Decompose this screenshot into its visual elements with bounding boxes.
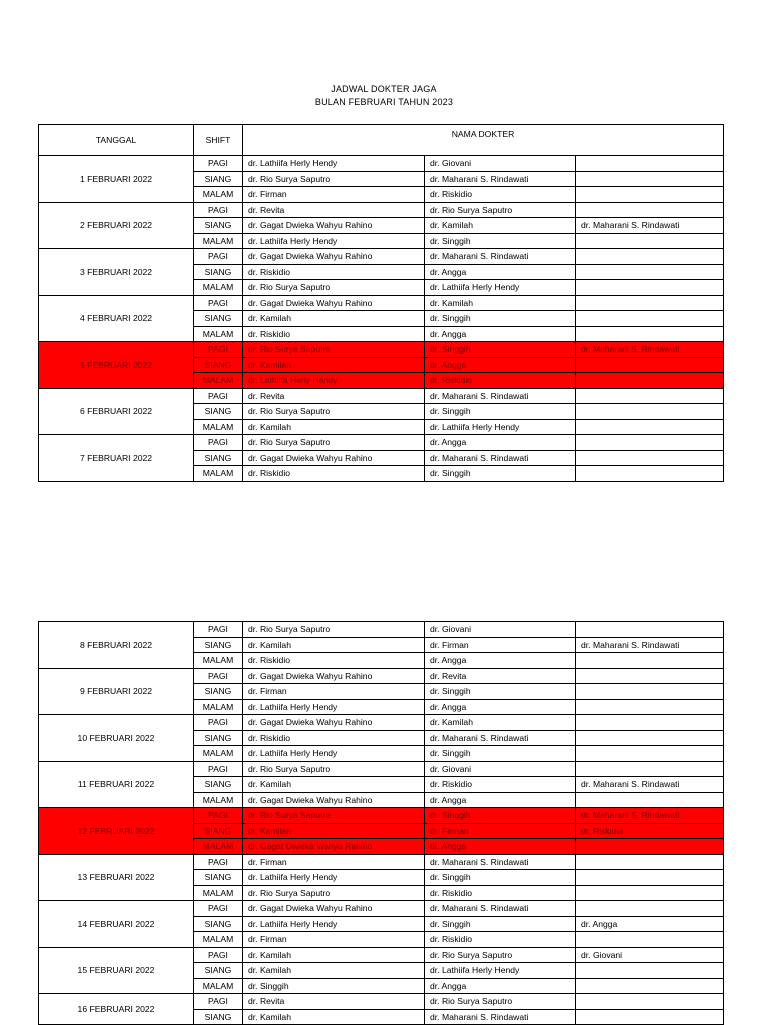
doctor-cell-3	[576, 792, 724, 808]
table-row	[39, 435, 724, 451]
doctor-cell-3	[576, 249, 724, 265]
shift-cell: SIANG	[194, 171, 243, 187]
doctor-cell-2: dr. Maharani S. Rindawati	[425, 171, 576, 187]
table-row	[39, 808, 724, 824]
shift-cell: SIANG	[194, 450, 243, 466]
doctor-cell-2: dr. Riskidio	[425, 885, 576, 901]
doctor-cell-3	[576, 187, 724, 203]
doctor-cell-3	[576, 994, 724, 1010]
doctor-cell-1: dr. Lathiifa Herly Hendy	[243, 156, 425, 172]
shift-cell: SIANG	[194, 637, 243, 653]
doctor-cell-3	[576, 1009, 724, 1025]
shift-cell: SIANG	[194, 404, 243, 420]
doctor-cell-2: dr. Kamilah	[425, 715, 576, 731]
doctor-cell-3	[576, 746, 724, 762]
doctor-cell-2: dr. Angga	[425, 792, 576, 808]
doctor-cell-3	[576, 233, 724, 249]
doctor-cell-2: dr. Lathiifa Herly Hendy	[425, 963, 576, 979]
table-row	[39, 342, 724, 358]
doctor-cell-2: dr. Lathiifa Herly Hendy	[425, 419, 576, 435]
doctor-cell-3	[576, 715, 724, 731]
doctor-cell-2: dr. Maharani S. Rindawati	[425, 854, 576, 870]
doctor-cell-3	[576, 295, 724, 311]
header-shift: SHIFT	[194, 125, 243, 156]
doctor-cell-2: dr. Rio Surya Saputro	[425, 994, 576, 1010]
doctor-cell-3	[576, 870, 724, 886]
doctor-cell-1: dr. Gagat Dwieka Wahyu Rahino	[243, 218, 425, 234]
doctor-cell-2: dr. Riskidio	[425, 187, 576, 203]
doctor-cell-1: dr. Firman	[243, 187, 425, 203]
date-cell: 13 FEBRUARI 2022	[39, 854, 194, 901]
doctor-cell-2: dr. Riskidio	[425, 932, 576, 948]
doctor-cell-2: dr. Riskidio	[425, 373, 576, 389]
doctor-cell-2: dr. Maharani S. Rindawati	[425, 1009, 576, 1025]
doctor-cell-2: dr. Angga	[425, 264, 576, 280]
shift-cell: PAGI	[194, 668, 243, 684]
doctor-cell-1: dr. Rio Surya Saputro	[243, 171, 425, 187]
shift-cell: SIANG	[194, 264, 243, 280]
shift-cell: PAGI	[194, 342, 243, 358]
date-cell: 15 FEBRUARI 2022	[39, 947, 194, 994]
shift-cell: SIANG	[194, 357, 243, 373]
shift-cell: MALAM	[194, 419, 243, 435]
doctor-cell-3: dr. Maharani S. Rindawati	[576, 218, 724, 234]
shift-cell: MALAM	[194, 978, 243, 994]
date-cell: 4 FEBRUARI 2022	[39, 295, 194, 342]
doctor-cell-1: dr. Rio Surya Saputro	[243, 761, 425, 777]
doctor-cell-3	[576, 388, 724, 404]
doctor-cell-3	[576, 761, 724, 777]
shift-cell: MALAM	[194, 280, 243, 296]
doctor-cell-1: dr. Rio Surya Saputro	[243, 885, 425, 901]
header-tanggal: TANGGAL	[39, 125, 194, 156]
shift-cell: PAGI	[194, 156, 243, 172]
doctor-cell-1: dr. Rio Surya Saputro	[243, 280, 425, 296]
table-row	[39, 249, 724, 265]
table-row	[39, 622, 724, 638]
shift-cell: MALAM	[194, 792, 243, 808]
doctor-cell-1: dr. Lathiifa Herly Hendy	[243, 916, 425, 932]
doctor-cell-3	[576, 730, 724, 746]
doctor-cell-2: dr. Singgih	[425, 808, 576, 824]
doctor-cell-2: dr. Angga	[425, 326, 576, 342]
doctor-cell-2: dr. Revita	[425, 668, 576, 684]
shift-cell: PAGI	[194, 295, 243, 311]
doctor-cell-1: dr. Rio Surya Saputro	[243, 435, 425, 451]
doctor-cell-2: dr. Singgih	[425, 466, 576, 482]
table-row	[39, 715, 724, 731]
doctor-cell-1: dr. Kamilah	[243, 823, 425, 839]
shift-cell: MALAM	[194, 699, 243, 715]
shift-cell: PAGI	[194, 854, 243, 870]
doctor-cell-2: dr. Maharani S. Rindawati	[425, 730, 576, 746]
doctor-cell-2: dr. Singgih	[425, 870, 576, 886]
doctor-cell-3	[576, 264, 724, 280]
doctor-cell-1: dr. Gagat Dwieka Wahyu Rahino	[243, 901, 425, 917]
doctor-cell-2: dr. Singgih	[425, 684, 576, 700]
doctor-cell-1: dr. Kamilah	[243, 777, 425, 793]
doctor-cell-1: dr. Kamilah	[243, 637, 425, 653]
doctor-cell-2: dr. Angga	[425, 435, 576, 451]
doctor-cell-1: dr. Gagat Dwieka Wahyu Rahino	[243, 249, 425, 265]
doctor-cell-2: dr. Maharani S. Rindawati	[425, 388, 576, 404]
doctor-cell-2: dr. Kamilah	[425, 295, 576, 311]
date-cell: 7 FEBRUARI 2022	[39, 435, 194, 482]
doctor-cell-3: dr. Riskidio	[576, 823, 724, 839]
shift-cell: PAGI	[194, 202, 243, 218]
doctor-cell-1: dr. Gagat Dwieka Wahyu Rahino	[243, 450, 425, 466]
shift-cell: SIANG	[194, 870, 243, 886]
doctor-cell-2: dr. Lathiifa Herly Hendy	[425, 280, 576, 296]
date-cell: 6 FEBRUARI 2022	[39, 388, 194, 435]
date-cell: 12 FEBRUARI 2022	[39, 808, 194, 855]
shift-cell: SIANG	[194, 777, 243, 793]
doctor-cell-1: dr. Rio Surya Saputro	[243, 622, 425, 638]
doctor-cell-1: dr. Kamilah	[243, 311, 425, 327]
shift-cell: MALAM	[194, 839, 243, 855]
shift-cell: PAGI	[194, 808, 243, 824]
table-row	[39, 295, 724, 311]
shift-cell: MALAM	[194, 746, 243, 762]
shift-cell: MALAM	[194, 373, 243, 389]
page-subtitle: BULAN FEBRUARI TAHUN 2023	[314, 97, 454, 107]
doctor-cell-2: dr. Maharani S. Rindawati	[425, 901, 576, 917]
table-row	[39, 388, 724, 404]
shift-cell: PAGI	[194, 622, 243, 638]
doctor-cell-1: dr. Riskidio	[243, 730, 425, 746]
date-cell: 16 FEBRUARI 2022	[39, 994, 194, 1025]
doctor-cell-3	[576, 854, 724, 870]
table-row	[39, 668, 724, 684]
date-cell: 11 FEBRUARI 2022	[39, 761, 194, 808]
schedule-body-2	[39, 622, 724, 1025]
shift-cell: PAGI	[194, 435, 243, 451]
doctor-cell-1: dr. Rio Surya Saputro	[243, 342, 425, 358]
doctor-cell-2: dr. Singgih	[425, 746, 576, 762]
doctor-cell-3	[576, 668, 724, 684]
doctor-cell-3	[576, 280, 724, 296]
shift-cell: SIANG	[194, 730, 243, 746]
doctor-cell-1: dr. Gagat Dwieka Wahyu Rahino	[243, 668, 425, 684]
doctor-cell-3: dr. Angga	[576, 916, 724, 932]
date-cell: 1 FEBRUARI 2022	[39, 156, 194, 203]
doctor-cell-1: dr. Riskidio	[243, 466, 425, 482]
shift-cell: MALAM	[194, 187, 243, 203]
shift-cell: PAGI	[194, 947, 243, 963]
doctor-cell-3	[576, 466, 724, 482]
doctor-cell-1: dr. Revita	[243, 202, 425, 218]
shift-cell: PAGI	[194, 388, 243, 404]
doctor-cell-1: dr. Revita	[243, 994, 425, 1010]
date-cell: 2 FEBRUARI 2022	[39, 202, 194, 249]
shift-cell: SIANG	[194, 684, 243, 700]
doctor-cell-2: dr. Singgih	[425, 233, 576, 249]
doctor-cell-3: dr. Maharani S. Rindawati	[576, 777, 724, 793]
doctor-cell-1: dr. Rio Surya Saputro	[243, 808, 425, 824]
doctor-cell-2: dr. Riskidio	[425, 777, 576, 793]
doctor-cell-2: dr. Angga	[425, 653, 576, 669]
header-nama-dokter: NAMA DOKTER	[243, 125, 724, 156]
doctor-cell-2: dr. Angga	[425, 699, 576, 715]
doctor-cell-1: dr. Kamilah	[243, 947, 425, 963]
doctor-cell-3	[576, 963, 724, 979]
doctor-cell-1: dr. Lathiifa Herly Hendy	[243, 699, 425, 715]
shift-cell: MALAM	[194, 466, 243, 482]
doctor-cell-3	[576, 684, 724, 700]
doctor-cell-3	[576, 450, 724, 466]
doctor-cell-2: dr. Giovani	[425, 156, 576, 172]
schedule-table-1	[38, 124, 724, 482]
doctor-cell-3	[576, 435, 724, 451]
table-row	[39, 901, 724, 917]
shift-cell: SIANG	[194, 1009, 243, 1025]
table-row	[39, 994, 724, 1010]
doctor-cell-2: dr. Maharani S. Rindawati	[425, 249, 576, 265]
schedule-table-2	[38, 621, 724, 1025]
doctor-cell-2: dr. Rio Surya Saputro	[425, 202, 576, 218]
shift-cell: MALAM	[194, 932, 243, 948]
table-row	[39, 947, 724, 963]
doctor-cell-2: dr. Singgih	[425, 404, 576, 420]
doctor-cell-2: dr. Singgih	[425, 311, 576, 327]
date-cell: 9 FEBRUARI 2022	[39, 668, 194, 715]
doctor-cell-3	[576, 901, 724, 917]
shift-cell: SIANG	[194, 823, 243, 839]
doctor-cell-1: dr. Lathiifa Herly Hendy	[243, 373, 425, 389]
shift-cell: SIANG	[194, 916, 243, 932]
doctor-cell-3: dr. Maharani S. Rindawati	[576, 342, 724, 358]
doctor-cell-1: dr. Lathiifa Herly Hendy	[243, 233, 425, 249]
date-cell: 5 FEBRUARI 2022	[39, 342, 194, 389]
doctor-cell-1: dr. Gagat Dwieka Wahyu Rahino	[243, 295, 425, 311]
doctor-cell-3	[576, 978, 724, 994]
doctor-cell-1: dr. Kamilah	[243, 357, 425, 373]
doctor-cell-1: dr. Kamilah	[243, 419, 425, 435]
doctor-cell-1: dr. Firman	[243, 854, 425, 870]
doctor-cell-3	[576, 404, 724, 420]
doctor-cell-3	[576, 311, 724, 327]
doctor-cell-2: dr. Angga	[425, 978, 576, 994]
shift-cell: PAGI	[194, 715, 243, 731]
doctor-cell-1: dr. Kamilah	[243, 1009, 425, 1025]
doctor-cell-3: dr. Giovani	[576, 947, 724, 963]
date-cell: 10 FEBRUARI 2022	[39, 715, 194, 762]
table-row	[39, 761, 724, 777]
doctor-cell-3	[576, 622, 724, 638]
doctor-cell-2: dr. Maharani S. Rindawati	[425, 450, 576, 466]
table-row	[39, 156, 724, 172]
doctor-cell-2: dr. Singgih	[425, 342, 576, 358]
doctor-cell-1: dr. Lathiifa Herly Hendy	[243, 870, 425, 886]
doctor-cell-3	[576, 326, 724, 342]
doctor-cell-1: dr. Firman	[243, 684, 425, 700]
doctor-cell-2: dr. Giovani	[425, 761, 576, 777]
doctor-cell-3	[576, 653, 724, 669]
shift-cell: PAGI	[194, 994, 243, 1010]
doctor-cell-1: dr. Gagat Dwieka Wahyu Rahino	[243, 839, 425, 855]
doctor-cell-3	[576, 373, 724, 389]
doctor-cell-1: dr. Riskidio	[243, 653, 425, 669]
doctor-cell-1: dr. Riskidio	[243, 326, 425, 342]
doctor-cell-3	[576, 202, 724, 218]
page-title: JADWAL DOKTER JAGA	[331, 84, 437, 94]
shift-cell: MALAM	[194, 326, 243, 342]
shift-cell: SIANG	[194, 218, 243, 234]
doctor-cell-3	[576, 171, 724, 187]
doctor-cell-3: dr. Maharani S. Rindawati	[576, 808, 724, 824]
shift-cell: SIANG	[194, 963, 243, 979]
shift-cell: PAGI	[194, 761, 243, 777]
doctor-cell-2: dr. Giovani	[425, 622, 576, 638]
shift-cell: MALAM	[194, 885, 243, 901]
doctor-cell-3	[576, 932, 724, 948]
doctor-cell-3	[576, 885, 724, 901]
shift-cell: PAGI	[194, 901, 243, 917]
schedule-body-1	[39, 156, 724, 482]
date-cell: 8 FEBRUARI 2022	[39, 622, 194, 669]
date-cell: 14 FEBRUARI 2022	[39, 901, 194, 948]
shift-cell: MALAM	[194, 233, 243, 249]
date-cell: 3 FEBRUARI 2022	[39, 249, 194, 296]
doctor-cell-3	[576, 839, 724, 855]
doctor-cell-1: dr. Rio Surya Saputro	[243, 404, 425, 420]
doctor-cell-1: dr. Singgih	[243, 978, 425, 994]
doctor-cell-2: dr. Rio Surya Saputro	[425, 947, 576, 963]
shift-cell: SIANG	[194, 311, 243, 327]
table-row	[39, 202, 724, 218]
doctor-cell-1: dr. Firman	[243, 932, 425, 948]
shift-cell: PAGI	[194, 249, 243, 265]
doctor-cell-2: dr. Angga	[425, 839, 576, 855]
doctor-cell-1: dr. Gagat Dwieka Wahyu Rahino	[243, 792, 425, 808]
doctor-cell-2: dr. Kamilah	[425, 218, 576, 234]
doctor-cell-3	[576, 156, 724, 172]
table-row	[39, 854, 724, 870]
doctor-cell-1: dr. Lathiifa Herly Hendy	[243, 746, 425, 762]
doctor-cell-1: dr. Kamilah	[243, 963, 425, 979]
doctor-cell-3	[576, 419, 724, 435]
doctor-cell-2: dr. Angga	[425, 357, 576, 373]
doctor-cell-2: dr. Firman	[425, 637, 576, 653]
doctor-cell-2: dr. Firman	[425, 823, 576, 839]
doctor-cell-3: dr. Maharani S. Rindawati	[576, 637, 724, 653]
doctor-cell-3	[576, 357, 724, 373]
shift-cell: MALAM	[194, 653, 243, 669]
doctor-cell-2: dr. Singgih	[425, 916, 576, 932]
doctor-cell-1: dr. Gagat Dwieka Wahyu Rahino	[243, 715, 425, 731]
doctor-cell-3	[576, 699, 724, 715]
doctor-cell-1: dr. Revita	[243, 388, 425, 404]
doctor-cell-1: dr. Riskidio	[243, 264, 425, 280]
